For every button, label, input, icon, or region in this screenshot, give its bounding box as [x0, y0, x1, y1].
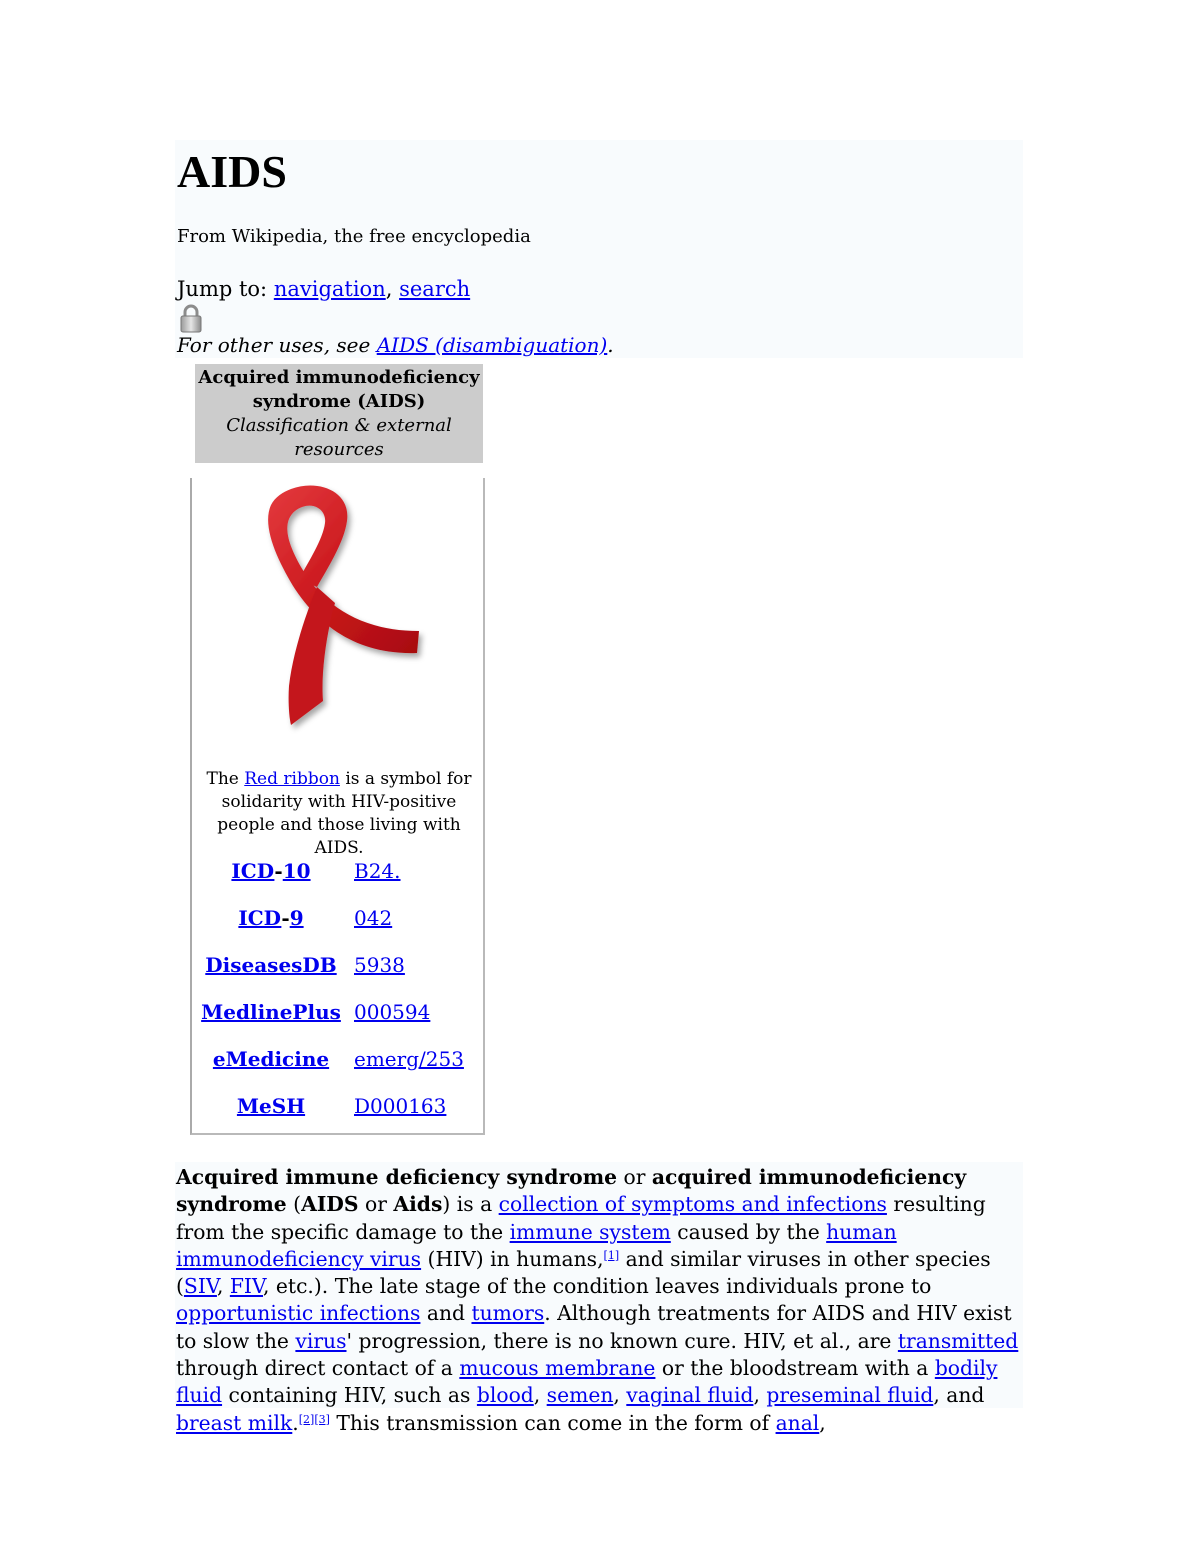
- article-link[interactable]: FIV: [229, 1274, 264, 1299]
- text: ,: [216, 1274, 230, 1299]
- text: , etc.). The late stage of the condition leaves individuals prone to: [263, 1274, 932, 1299]
- code-value-link[interactable]: emerg/253: [354, 1047, 464, 1071]
- text: containing HIV, such as: [222, 1383, 477, 1408]
- text: ) is a: [442, 1192, 499, 1217]
- red-ribbon-link[interactable]: Red ribbon: [244, 769, 340, 789]
- code-key: [192, 998, 350, 1026]
- text: ,: [753, 1383, 767, 1408]
- navigation-link[interactable]: navigation: [273, 277, 386, 301]
- bold-term: Aids: [393, 1192, 443, 1217]
- code-value-link[interactable]: D000163: [354, 1094, 447, 1118]
- page-title: AIDS: [177, 146, 287, 197]
- article-link[interactable]: blood: [476, 1383, 534, 1408]
- hatnote: [177, 332, 614, 358]
- text: , and: [933, 1383, 985, 1408]
- hatnote-prefix: For other uses, see: [177, 333, 377, 357]
- text: resulting from the specific damage to the: [176, 1192, 986, 1244]
- text: or: [617, 1165, 652, 1189]
- code-key-separator: -: [274, 859, 283, 883]
- infobox-header: [195, 364, 483, 463]
- text: or the bloodstream with a: [655, 1356, 935, 1381]
- caption-prefix: The: [206, 769, 245, 789]
- code-row-icd10: [192, 857, 482, 887]
- code-key: [192, 857, 350, 885]
- text: (HIV) in humans,: [421, 1246, 604, 1271]
- article-link[interactable]: transmitted: [897, 1328, 1019, 1353]
- icd-link[interactable]: ICD: [231, 859, 275, 883]
- infobox-subtitle: Classification & external resources: [226, 415, 452, 460]
- code-key: [192, 951, 350, 979]
- code-row-mesh: [192, 1092, 482, 1122]
- body-paragraph: [176, 1164, 1026, 1437]
- article-link[interactable]: semen: [546, 1383, 614, 1408]
- code-value-link[interactable]: 5938: [354, 953, 405, 977]
- red-ribbon-image[interactable]: [243, 481, 433, 735]
- infobox-top-line: [190, 478, 192, 484]
- text: . Although treatments for AIDS and HIV exist to slow the: [176, 1301, 1012, 1353]
- text: ,: [819, 1410, 826, 1435]
- text: (: [286, 1192, 302, 1217]
- text: .: [292, 1410, 299, 1435]
- bold-term: acquired immunodeficiency syndrome: [176, 1165, 967, 1217]
- bold-term: Acquired immune deficiency syndrome: [176, 1165, 618, 1189]
- bold-term: AIDS: [301, 1192, 359, 1217]
- code-row-icd9: [192, 904, 482, 934]
- text: caused by the: [670, 1219, 827, 1244]
- header-block: [175, 140, 1023, 358]
- caption-suffix: is a symbol for solidarity with HIV-positive people and those living with AIDS.: [217, 769, 472, 858]
- jump-to-line: [177, 276, 470, 302]
- search-link[interactable]: search: [399, 277, 471, 301]
- article-link[interactable]: opportunistic infections: [176, 1301, 421, 1326]
- article-link[interactable]: preseminal fluid: [766, 1383, 934, 1408]
- article-link[interactable]: immune system: [509, 1219, 671, 1244]
- infobox-title: Acquired immunodeficiency syndrome (AIDS): [198, 367, 480, 412]
- text: and: [420, 1301, 472, 1326]
- icd-link[interactable]: ICD: [238, 906, 282, 930]
- hatnote-suffix: .: [607, 333, 614, 357]
- disambiguation-link[interactable]: AIDS (disambiguation): [376, 333, 608, 357]
- tagline: From Wikipedia, the free encyclopedia: [177, 226, 531, 247]
- text: and similar viruses in other species (: [176, 1246, 991, 1299]
- code-row-diseasesdb: [192, 951, 482, 981]
- icd-10-link[interactable]: 10: [282, 859, 311, 883]
- article-link[interactable]: anal: [775, 1410, 820, 1435]
- article-link[interactable]: mucous membrane: [459, 1356, 656, 1381]
- diseasesdb-link[interactable]: DiseasesDB: [205, 953, 337, 977]
- jump-separator: ,: [385, 277, 400, 301]
- medlineplus-link[interactable]: MedlinePlus: [201, 1000, 341, 1024]
- code-value-link[interactable]: B24.: [354, 859, 401, 883]
- code-value-link[interactable]: 042: [354, 906, 393, 930]
- article-link[interactable]: SIV: [183, 1274, 217, 1299]
- code-key: [192, 904, 350, 932]
- article-link[interactable]: bodily fluid: [176, 1356, 998, 1408]
- code-row-medlineplus: [192, 998, 482, 1028]
- text: through direct contact of a: [176, 1356, 460, 1381]
- text: This transmission can come in the form of: [329, 1410, 776, 1435]
- reference-link[interactable]: [2][3]: [298, 1412, 330, 1426]
- jump-to-label: Jump to:: [177, 277, 274, 301]
- code-key: [192, 1045, 350, 1073]
- emedicine-link[interactable]: eMedicine: [212, 1047, 330, 1071]
- mesh-link[interactable]: MeSH: [236, 1094, 306, 1118]
- code-value-link[interactable]: 000594: [354, 1000, 431, 1024]
- text: ' progression, there is no known cure. HIV, et al., are: [346, 1328, 898, 1353]
- text: ,: [533, 1383, 547, 1408]
- text: or: [358, 1192, 394, 1217]
- article-link[interactable]: vaginal fluid: [626, 1383, 754, 1408]
- code-row-emedicine: [192, 1045, 482, 1075]
- code-key-separator: -: [281, 906, 290, 930]
- article-link[interactable]: virus: [295, 1328, 347, 1353]
- article-link[interactable]: tumors: [471, 1301, 545, 1326]
- code-key: [192, 1092, 350, 1120]
- article-link[interactable]: human immunodeficiency virus: [176, 1219, 897, 1271]
- article-link[interactable]: collection of symptoms and infections: [498, 1192, 887, 1217]
- infobox-caption: [196, 768, 482, 860]
- lock-icon: [179, 303, 203, 333]
- article-link[interactable]: breast milk: [176, 1410, 293, 1435]
- icd-9-link[interactable]: 9: [289, 906, 304, 930]
- text: ,: [613, 1383, 627, 1408]
- reference-link[interactable]: [1]: [603, 1248, 620, 1262]
